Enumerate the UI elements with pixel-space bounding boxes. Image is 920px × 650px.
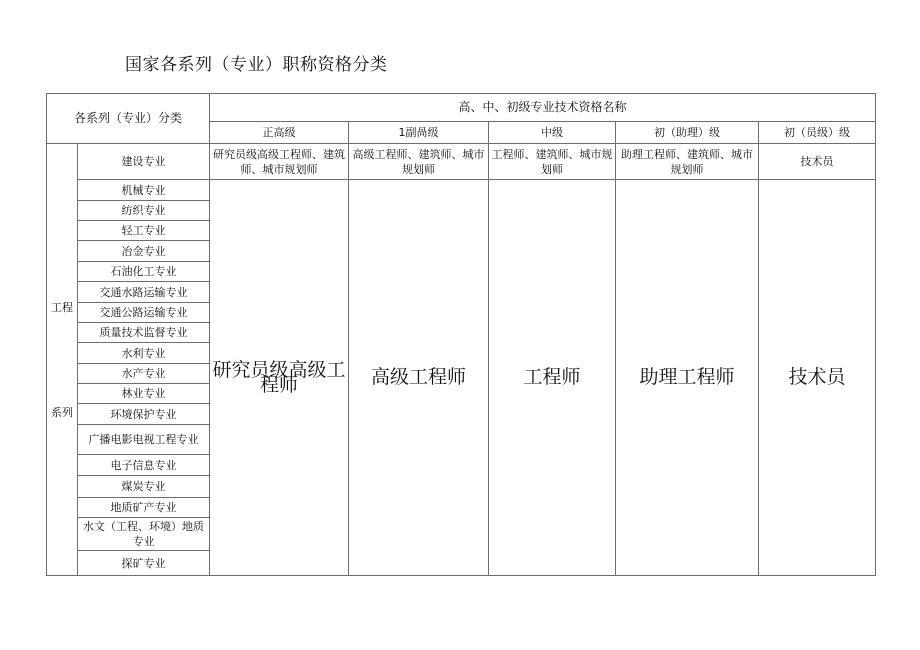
category-cell: 交通公路运输专业 [78, 303, 210, 323]
level-header: 中级 [489, 122, 616, 144]
table-row [47, 180, 876, 201]
table-body [47, 94, 876, 576]
category-cell: 冶金专业 [78, 241, 210, 262]
title-classification-table [46, 93, 876, 576]
first-row-cell: 工程师、建筑师、城市规划师 [489, 144, 616, 180]
category-cell: 广播电影电视工程专业 [78, 425, 210, 455]
category-cell: 轻工专业 [78, 221, 210, 241]
category-cell: 地质矿产专业 [78, 498, 210, 518]
category-cell: 林业专业 [78, 384, 210, 404]
first-row-cell: 技术员 [759, 144, 876, 180]
category-cell: 水产专业 [78, 364, 210, 384]
series-label-cell [47, 144, 78, 576]
category-cell: 水利专业 [78, 343, 210, 364]
merged-title-cell: 高级工程师 [349, 180, 489, 576]
merged-title-cell: 工程师 [489, 180, 616, 576]
category-cell: 建设专业 [78, 144, 210, 180]
header-category-cell: 各系列（专业）分类 [47, 94, 210, 144]
page-title: 国家各系列（专业）职称资格分类 [125, 55, 388, 75]
level-header: 1副咼级 [349, 122, 489, 144]
header-qualification-names: 高、中、初级专业技术资格名称 [210, 94, 876, 122]
first-row-cell: 研究员级高级工程师、建筑师、城市规划师 [210, 144, 349, 180]
category-cell: 电子信息专业 [78, 455, 210, 476]
category-cell: 水文（工程、环境）地质专业 [78, 518, 210, 551]
category-cell: 质量技术监督专业 [78, 323, 210, 343]
category-cell: 交通水路运输专业 [78, 282, 210, 303]
series-label-part: 系列 [51, 405, 73, 419]
merged-title-cell: 研究员级高级工程师 [210, 180, 349, 576]
first-row-cell: 高级工程师、建筑师、城市规划师 [349, 144, 489, 180]
category-cell: 煤炭专业 [78, 476, 210, 498]
level-header: 初（助理）级 [616, 122, 759, 144]
table-row [47, 144, 876, 180]
merged-title-cell: 助理工程师 [616, 180, 759, 576]
category-cell: 机械专业 [78, 180, 210, 201]
category-cell: 石油化工专业 [78, 262, 210, 282]
header-row-top [47, 94, 876, 122]
series-label-part: 工程 [51, 300, 73, 314]
merged-title-cell: 技术员 [759, 180, 876, 576]
first-row-cell: 助理工程师、建筑师、城市规划师 [616, 144, 759, 180]
category-cell: 探矿专业 [78, 551, 210, 576]
level-header: 初（员级）级 [759, 122, 876, 144]
category-cell: 纺织专业 [78, 201, 210, 221]
category-cell: 环境保护专业 [78, 404, 210, 425]
level-header: 正高级 [210, 122, 349, 144]
series-label-spacer [49, 315, 75, 405]
